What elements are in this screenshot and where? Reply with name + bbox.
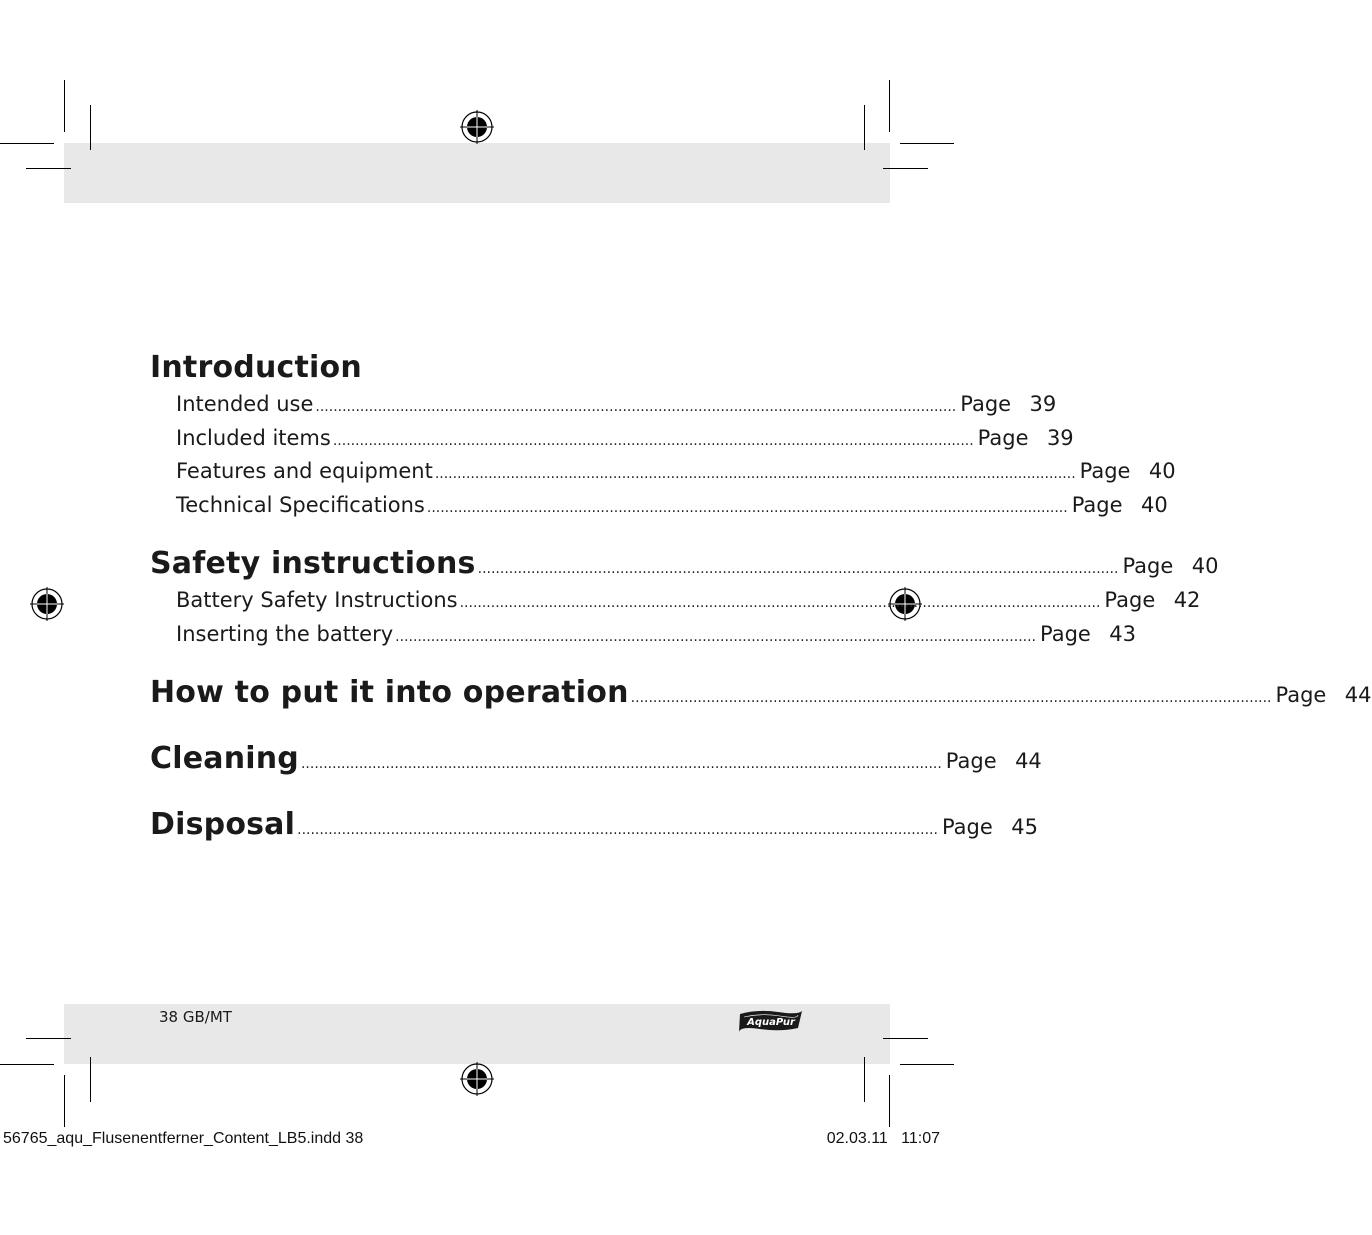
entry-label: Inserting the battery: [176, 621, 394, 646]
print-slug-datetime: [827, 1130, 940, 1148]
dot-leader: ................................................................................................................................................: [395, 628, 1036, 645]
dot-leader: ................................................................................................................................................: [630, 690, 1272, 706]
page-word: Page: [1122, 554, 1174, 578]
page-word: Page: [1040, 621, 1091, 646]
section-title: Introduction: [150, 350, 362, 385]
page-number: 44: [1344, 683, 1372, 707]
page-number: 40: [1191, 554, 1219, 578]
page-number: 42: [1173, 588, 1201, 612]
page-word: Page: [977, 425, 1029, 450]
page-number: 45: [1011, 815, 1038, 839]
entry-label: Included items: [176, 425, 331, 450]
crop-mark: [900, 1064, 954, 1065]
crop-mark: [900, 143, 954, 144]
dot-leader: ................................................................................................................................................: [434, 466, 1076, 482]
section-title: Disposal: [150, 807, 296, 842]
crop-mark: [26, 168, 71, 169]
dot-leader: ................................................................................................................................................: [426, 499, 1068, 516]
dot-leader: ................................................................................................................................................: [297, 822, 938, 838]
entry-label: Technical Specifications: [176, 492, 425, 517]
page-word: Page: [960, 392, 1012, 416]
toc-entry[interactable]: [150, 492, 1168, 527]
page-number: 44: [1015, 749, 1042, 773]
crop-mark: [889, 1075, 890, 1127]
toc-entry[interactable]: [150, 621, 1136, 656]
dot-leader: ................................................................................................................................................: [332, 432, 974, 449]
toc-section-heading[interactable]: [150, 350, 802, 392]
page-number: 39: [1029, 392, 1057, 416]
toc-entry[interactable]: [150, 459, 1176, 493]
logo-text: AquaPur: [747, 1017, 795, 1028]
dot-leader: ................................................................................................................................................: [459, 595, 1101, 611]
page-word: Page: [1275, 683, 1327, 707]
section-title: How to put it into operation: [150, 675, 629, 710]
toc-section-heading[interactable]: [150, 741, 1042, 783]
entry-label: Features and equipment: [176, 459, 433, 483]
toc-section-heading[interactable]: [150, 807, 1038, 849]
crop-mark: [26, 1038, 71, 1039]
entry-label: Battery Safety Instructions: [176, 588, 458, 612]
header-band: [64, 143, 890, 203]
toc-section-heading[interactable]: [150, 546, 1219, 588]
crop-mark: [64, 80, 65, 132]
crop-mark: [64, 1075, 65, 1127]
dot-leader: ................................................................................................................................................: [300, 756, 942, 772]
crop-mark: [864, 1057, 865, 1102]
crop-mark: [0, 1064, 54, 1065]
dot-leader: ................................................................................................................................................: [477, 561, 1119, 577]
page-number: 43: [1109, 621, 1136, 646]
page-footer-label: 38 GB/MT: [159, 1008, 232, 1026]
print-slug-time: 11:07: [901, 1130, 940, 1147]
toc-section-heading[interactable]: [150, 675, 1372, 717]
registration-mark-icon: [30, 587, 64, 621]
page-word: Page: [941, 815, 993, 839]
section-title: Cleaning: [150, 741, 299, 776]
crop-mark: [0, 143, 54, 144]
section-title: Safety instructions: [150, 546, 476, 581]
crop-mark: [883, 1038, 928, 1039]
dot-leader: ................................................................................................................................................: [315, 399, 957, 415]
toc-entry[interactable]: [150, 425, 1074, 460]
table-of-contents: [150, 350, 1372, 849]
crop-mark: [864, 105, 865, 150]
entry-label: Intended use: [176, 392, 314, 416]
toc-entry[interactable]: [150, 588, 1201, 622]
page-number: 40: [1140, 492, 1168, 517]
toc-entry[interactable]: [150, 392, 1057, 426]
print-slug-file: 56765_aqu_Flusenentferner_Content_LB5.indd 38: [3, 1130, 364, 1147]
page-word: Page: [1079, 459, 1131, 483]
page-number: 40: [1148, 459, 1176, 483]
registration-mark-icon: [460, 1062, 494, 1096]
page-word: Page: [945, 749, 997, 773]
page-word: Page: [1071, 492, 1123, 517]
page-number: 39: [1046, 425, 1074, 450]
crop-mark: [883, 168, 928, 169]
registration-mark-icon: [460, 110, 494, 144]
crop-mark: [90, 1057, 91, 1102]
crop-mark: [889, 80, 890, 132]
page-word: Page: [1104, 588, 1156, 612]
print-slug-date: 02.03.11: [826, 1130, 888, 1147]
aquapur-logo-icon: [738, 1008, 804, 1034]
crop-mark: [90, 105, 91, 150]
